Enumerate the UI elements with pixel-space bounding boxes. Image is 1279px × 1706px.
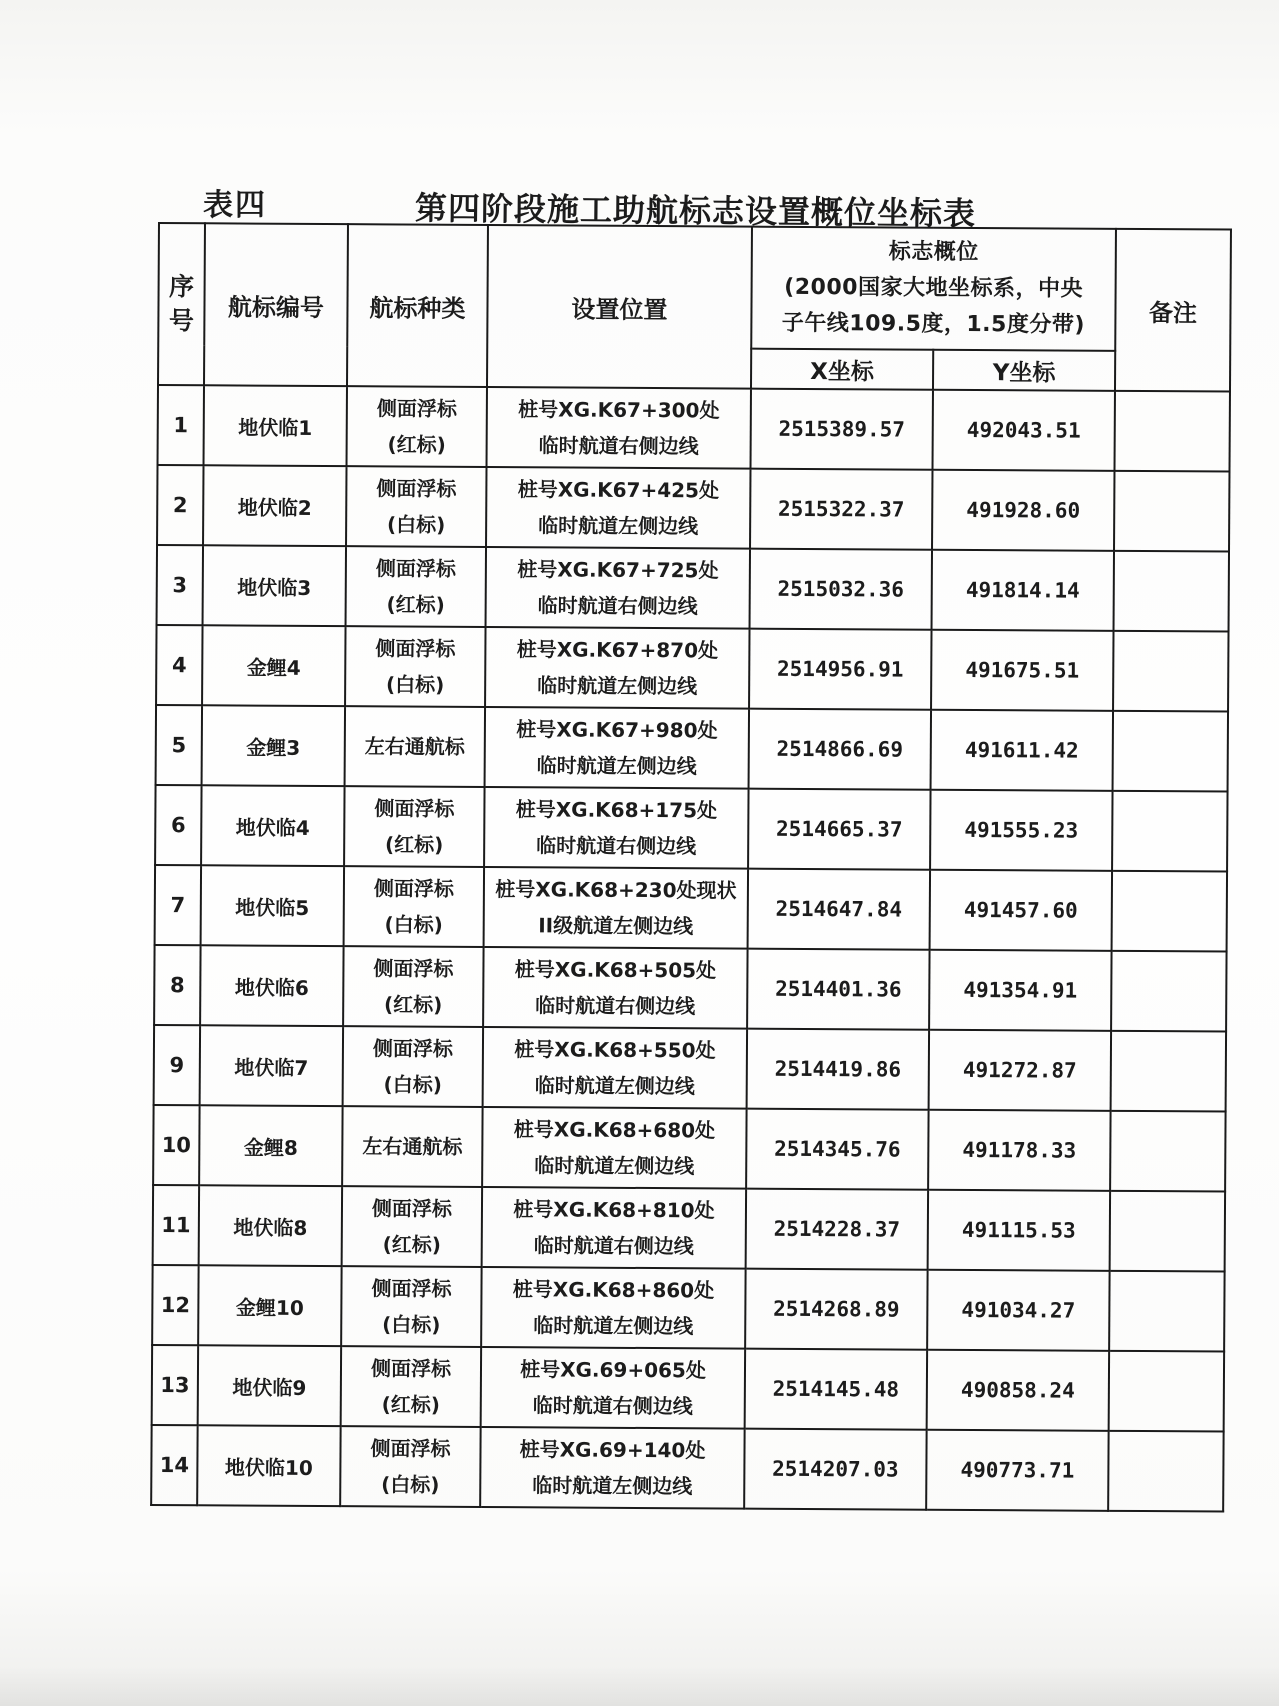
table-body <box>151 385 1230 1512</box>
page-title: 第四阶段施工助航标志设置概位坐标表 <box>414 189 977 233</box>
cell-position <box>487 387 751 469</box>
cell-code: 地伏临3 <box>203 545 346 626</box>
coordinate-table <box>150 222 1232 1513</box>
cell-code: 地伏临8 <box>199 1185 342 1266</box>
cell-y-coordinate: 492043.51 <box>933 390 1115 471</box>
cell-type <box>347 386 487 467</box>
cell-type <box>345 706 485 787</box>
cell-position <box>486 467 750 549</box>
cell-type-line2: (红标) <box>387 432 446 457</box>
table-number-label: 表四 <box>203 188 267 223</box>
cell-type-line2: (白标) <box>381 1472 440 1497</box>
cell-type-line1: 侧面浮标 <box>373 956 454 981</box>
cell-type <box>342 1106 482 1187</box>
cell-type-line1: 侧面浮标 <box>370 1436 451 1461</box>
cell-y-coordinate: 491675.51 <box>931 630 1113 711</box>
cell-x-coordinate: 2514665.37 <box>748 789 930 870</box>
cell-y-coordinate: 491814.14 <box>932 550 1114 631</box>
table-row <box>155 785 1227 872</box>
cell-seq: 10 <box>153 1105 199 1185</box>
cell-remark <box>1112 871 1227 952</box>
cell-position-line2: 临时航道左侧边线 <box>534 1153 695 1179</box>
cell-x-coordinate: 2515032.36 <box>750 549 932 630</box>
cell-position-line1: 桩号XG.K68+230处现状 <box>495 877 737 903</box>
cell-x-coordinate: 2514956.91 <box>749 629 931 710</box>
cell-y-coordinate: 491115.53 <box>928 1190 1110 1271</box>
cell-x-coordinate: 2514145.48 <box>745 1349 927 1430</box>
cell-seq: 9 <box>154 1025 200 1105</box>
cell-position <box>485 627 749 709</box>
cell-x-coordinate: 2514268.89 <box>745 1269 927 1350</box>
cell-code: 地伏临2 <box>203 465 346 546</box>
cell-type-line2: (红标) <box>381 1392 440 1417</box>
cell-position-line2: 临时航道右侧边线 <box>535 993 696 1019</box>
cell-type <box>344 786 484 867</box>
cell-remark <box>1110 1111 1225 1192</box>
cell-type <box>345 626 485 707</box>
cell-position <box>480 1427 744 1509</box>
cell-position-line1: 桩号XG.K67+870处 <box>516 637 719 663</box>
cell-code: 地伏临7 <box>200 1025 343 1106</box>
cell-position-line2: II级航道左侧边线 <box>538 913 694 939</box>
cell-seq: 5 <box>156 705 202 785</box>
cell-position <box>485 707 749 789</box>
table-row <box>156 625 1228 712</box>
cell-type-line1: 侧面浮标 <box>376 396 457 421</box>
cell-position-line2: 临时航道左侧边线 <box>538 513 699 539</box>
cell-position-line1: 桩号XG.K67+980处 <box>516 717 718 743</box>
cell-code: 地伏临4 <box>201 785 344 866</box>
column-header-seq <box>158 223 205 385</box>
cell-type-line2: (白标) <box>384 912 443 937</box>
cell-x-coordinate: 2515322.37 <box>750 469 932 550</box>
cell-x-coordinate: 2514419.86 <box>747 1029 929 1110</box>
cell-y-coordinate: 490773.71 <box>926 1430 1108 1511</box>
cell-seq: 6 <box>155 785 201 865</box>
cell-type-line1: 侧面浮标 <box>371 1276 452 1301</box>
cell-remark <box>1113 711 1228 792</box>
cell-type <box>342 1186 482 1267</box>
column-header-seq-bottom: 号 <box>168 306 194 336</box>
table-row <box>153 1105 1225 1192</box>
cell-position-line2: 临时航道右侧边线 <box>533 1233 694 1259</box>
cell-remark <box>1113 631 1228 712</box>
cell-position <box>483 947 747 1029</box>
cell-position-line1: 桩号XG.K68+860处 <box>512 1277 715 1303</box>
column-header-type: 航标种类 <box>347 224 488 387</box>
cell-remark <box>1109 1271 1224 1352</box>
page-edge-shadow <box>0 1666 1279 1706</box>
cell-type-line2: (白标) <box>386 512 446 537</box>
cell-y-coordinate: 491457.60 <box>930 870 1112 951</box>
cell-position <box>483 1027 747 1109</box>
cell-seq: 4 <box>156 625 202 705</box>
table-container <box>150 222 1230 1513</box>
cell-type-line1: 左右通航标 <box>362 1134 463 1159</box>
cell-code: 地伏临1 <box>204 385 347 466</box>
cell-x-coordinate: 2514228.37 <box>746 1189 928 1270</box>
cell-seq: 1 <box>158 385 204 465</box>
cell-type-line1: 侧面浮标 <box>375 556 456 581</box>
cell-position-line2: 临时航道左侧边线 <box>534 1073 695 1099</box>
cell-type-line2: (白标) <box>382 1312 441 1337</box>
cell-y-coordinate: 491928.60 <box>932 470 1114 551</box>
column-header-remark: 备注 <box>1115 229 1231 392</box>
cell-position-line2: 临时航道左侧边线 <box>532 1473 693 1499</box>
coordinates-header-line2: (2000国家大地坐标系，中央 <box>784 274 1084 302</box>
cell-position-line1: 桩号XG.69+140处 <box>519 1437 706 1463</box>
cell-position-line2: 临时航道左侧边线 <box>533 1313 694 1339</box>
cell-type-line1: 侧面浮标 <box>372 1036 454 1061</box>
cell-type <box>344 866 484 947</box>
cell-position-line2: 临时航道左侧边线 <box>536 753 697 779</box>
cell-remark <box>1114 471 1229 552</box>
table-row <box>158 385 1230 472</box>
table-row <box>155 865 1227 952</box>
cell-seq: 3 <box>157 545 203 625</box>
cell-x-coordinate: 2514345.76 <box>746 1109 928 1190</box>
table-row <box>152 1265 1224 1352</box>
cell-seq: 12 <box>152 1265 198 1345</box>
cell-type <box>346 546 486 627</box>
coordinates-header-line1: 标志概位 <box>888 239 979 266</box>
cell-y-coordinate: 491555.23 <box>930 790 1112 871</box>
cell-type-line2: (白标) <box>385 672 445 697</box>
cell-type-line1: 侧面浮标 <box>374 796 455 821</box>
cell-y-coordinate: 491178.33 <box>928 1110 1110 1191</box>
cell-x-coordinate: 2514866.69 <box>749 709 931 790</box>
cell-remark <box>1114 551 1229 632</box>
cell-seq: 2 <box>157 465 203 545</box>
cell-position-line1: 桩号XG.69+065处 <box>520 1357 706 1383</box>
coordinates-header-line3: 子午线109.5度，1.5度分带) <box>781 310 1086 338</box>
cell-type-line1: 左右通航标 <box>364 734 465 759</box>
cell-seq: 11 <box>153 1185 199 1265</box>
cell-position-line1: 桩号XG.K67+425处 <box>517 477 720 503</box>
cell-x-coordinate: 2514207.03 <box>744 1429 926 1510</box>
column-header-y: Y坐标 <box>933 350 1115 391</box>
table-row <box>154 945 1226 1032</box>
table-row <box>153 1185 1225 1272</box>
column-header-coordinates <box>751 227 1116 351</box>
cell-type-line1: 侧面浮标 <box>376 476 457 501</box>
cell-position-line1: 桩号XG.K68+550处 <box>514 1037 716 1063</box>
cell-y-coordinate: 491272.87 <box>929 1030 1111 1111</box>
cell-type <box>340 1426 480 1507</box>
cell-remark <box>1112 791 1227 872</box>
cell-position-line2: 临时航道左侧边线 <box>537 673 698 699</box>
cell-type-line2: (白标) <box>383 1072 442 1097</box>
cell-position <box>481 1347 745 1429</box>
cell-seq: 13 <box>152 1345 198 1425</box>
cell-type-line2: (红标) <box>382 1232 441 1257</box>
column-header-x: X坐标 <box>751 349 933 390</box>
cell-code: 金鲤10 <box>198 1265 341 1346</box>
cell-seq: 7 <box>155 865 201 945</box>
table-row <box>157 465 1229 552</box>
cell-type <box>341 1346 481 1427</box>
cell-type-line1: 侧面浮标 <box>373 876 455 901</box>
cell-position-line2: 临时航道右侧边线 <box>537 593 698 619</box>
cell-remark <box>1108 1431 1223 1512</box>
cell-x-coordinate: 2514647.84 <box>748 869 930 950</box>
cell-position-line1: 桩号XG.K68+810处 <box>513 1197 715 1223</box>
column-header-position: 设置位置 <box>487 225 752 389</box>
cell-remark <box>1111 1031 1226 1112</box>
cell-type-line1: 侧面浮标 <box>371 1196 453 1221</box>
table-row <box>156 705 1228 792</box>
cell-position-line1: 桩号XG.K67+725处 <box>517 557 719 583</box>
cell-position-line1: 桩号XG.K67+300处 <box>518 397 720 423</box>
cell-x-coordinate: 2515389.57 <box>751 389 933 470</box>
cell-remark <box>1111 951 1226 1032</box>
column-header-seq-top: 序 <box>169 272 195 302</box>
cell-type-line1: 侧面浮标 <box>375 636 456 661</box>
table-row <box>157 545 1229 632</box>
table-row <box>154 1025 1226 1112</box>
cell-type-line2: (红标) <box>386 592 445 617</box>
cell-y-coordinate: 491611.42 <box>931 710 1113 791</box>
cell-seq: 14 <box>151 1425 197 1505</box>
cell-position <box>484 787 748 869</box>
cell-position-line1: 桩号XG.K68+505处 <box>514 957 717 983</box>
cell-remark <box>1110 1191 1225 1272</box>
cell-type-line1: 侧面浮标 <box>370 1356 452 1381</box>
cell-y-coordinate: 491034.27 <box>927 1270 1109 1351</box>
cell-code: 金鲤8 <box>199 1105 342 1186</box>
cell-position <box>486 547 750 629</box>
table-row <box>152 1345 1224 1432</box>
cell-type <box>346 466 486 547</box>
column-header-code: 航标编号 <box>204 223 348 386</box>
cell-remark <box>1109 1351 1224 1432</box>
cell-y-coordinate: 491354.91 <box>929 950 1111 1031</box>
table-header <box>158 223 1231 392</box>
cell-position-line2: 临时航道右侧边线 <box>538 433 699 459</box>
cell-seq: 8 <box>154 945 200 1025</box>
cell-code: 地伏临6 <box>200 945 343 1026</box>
cell-position-line2: 临时航道右侧边线 <box>532 1393 693 1419</box>
cell-code: 地伏临10 <box>197 1425 340 1506</box>
cell-position <box>482 1107 746 1189</box>
cell-type <box>341 1266 481 1347</box>
cell-code: 地伏临9 <box>198 1345 341 1426</box>
cell-type <box>343 946 483 1027</box>
cell-position-line2: 临时航道右侧边线 <box>536 833 697 859</box>
cell-y-coordinate: 490858.24 <box>927 1350 1109 1431</box>
cell-position <box>482 1187 746 1269</box>
cell-x-coordinate: 2514401.36 <box>747 949 929 1030</box>
cell-type-line2: (红标) <box>384 832 444 857</box>
cell-position-line1: 桩号XG.K68+680处 <box>513 1117 716 1143</box>
cell-position-line1: 桩号XG.K68+175处 <box>515 797 718 823</box>
cell-position <box>481 1267 745 1349</box>
cell-code: 地伏临5 <box>201 865 344 946</box>
table-row <box>151 1425 1223 1512</box>
cell-type-line2: (红标) <box>384 992 443 1017</box>
cell-code: 金鲤4 <box>202 625 345 706</box>
cell-remark <box>1114 391 1229 472</box>
cell-code: 金鲤3 <box>202 705 345 786</box>
cell-position <box>484 867 748 949</box>
cell-type <box>343 1026 483 1107</box>
